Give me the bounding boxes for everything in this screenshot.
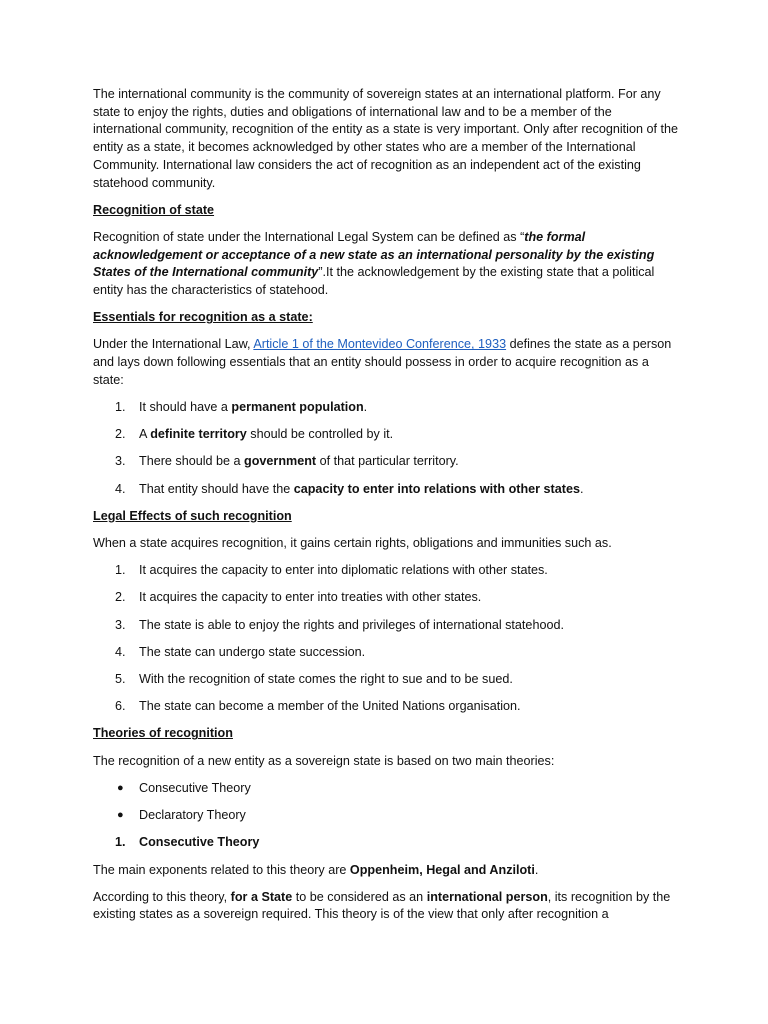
heading-recognition-of-state: Recognition of state bbox=[93, 202, 215, 217]
effects-list bbox=[93, 562, 678, 716]
list-item bbox=[93, 562, 678, 580]
list-number: 2. bbox=[115, 427, 126, 442]
list-number: 1. bbox=[115, 400, 126, 415]
list-text: With the recognition of state comes the right to sue and to be sued. bbox=[139, 672, 513, 687]
intro-paragraph: The international community is the community of sovereign states at an international platform. For any state to enjoy the rights, duties and obligations of international law and to be a member of the international community, recognition of the entity as a state is very important. Only after recognition of the entity as a state, it becomes acknowledged by other states who are a member of the International Community. International law considers the act of recognition as an independent act of the existing statehood community. bbox=[93, 87, 678, 190]
recognition-tail: ”.It the acknowledgement by the existing state that a political entity has the characteristics of statehood. bbox=[93, 265, 655, 298]
list-text: It should have a bbox=[139, 400, 232, 415]
list-number: 1. bbox=[115, 563, 126, 578]
list-number: 1. bbox=[115, 835, 126, 850]
list-item bbox=[93, 481, 678, 499]
bullet-icon: ● bbox=[117, 809, 124, 822]
list-number: 5. bbox=[115, 672, 126, 687]
list-item bbox=[93, 589, 678, 607]
exponents-names: Oppenheim, Hegal and Anziloti bbox=[349, 862, 535, 877]
recognition-paragraph bbox=[93, 229, 678, 300]
list-number: 4. bbox=[115, 481, 126, 496]
list-item bbox=[93, 698, 678, 716]
list-text: should be controlled by it. bbox=[246, 427, 394, 442]
effects-paragraph: When a state acquires recognition, it gains certain rights, obligations and immunities such as. bbox=[93, 536, 612, 551]
according-bold: international person bbox=[426, 889, 548, 904]
list-item bbox=[93, 834, 678, 852]
document-page bbox=[93, 86, 678, 934]
essentials-paragraph bbox=[93, 336, 678, 389]
bullet-icon: ● bbox=[117, 781, 124, 794]
list-item bbox=[93, 807, 678, 825]
list-text: It acquires the capacity to enter into diplomatic relations with other states. bbox=[139, 563, 548, 578]
essentials-tail: defines the state as a person and lays down following essentials that an entity should possess in order to acquire recognition as a state: bbox=[93, 337, 672, 387]
list-item bbox=[93, 644, 678, 662]
list-bold: government bbox=[244, 454, 317, 469]
exponents-text: . bbox=[534, 862, 539, 877]
essentials-list bbox=[93, 399, 678, 498]
list-text: . bbox=[363, 400, 368, 415]
consecutive-theory-list bbox=[93, 834, 678, 852]
recognition-definition: the formal acknowledgement or acceptance of a new state as an international personality by the existing States of the International community bbox=[93, 229, 655, 280]
list-number: 3. bbox=[115, 617, 126, 632]
theories-bullet-list bbox=[93, 780, 678, 825]
list-number: 6. bbox=[115, 699, 126, 714]
list-text: The state can become a member of the United Nations organisation. bbox=[139, 699, 521, 714]
list-text: Declaratory Theory bbox=[139, 808, 246, 823]
according-bold: for a State bbox=[230, 889, 293, 904]
list-text: It acquires the capacity to enter into treaties with other states. bbox=[139, 590, 482, 605]
recognition-lead: Recognition of state under the International Legal System can be defined as “ bbox=[93, 229, 525, 244]
according-text: to be considered as an bbox=[292, 889, 427, 904]
list-bold: permanent population bbox=[231, 400, 364, 415]
list-bold: capacity to enter into relations with other states bbox=[293, 481, 580, 496]
montevideo-link[interactable]: Article 1 of the Montevideo Conference, 1933 bbox=[253, 337, 507, 352]
heading-legal-effects: Legal Effects of such recognition bbox=[93, 508, 292, 523]
list-number: 3. bbox=[115, 454, 126, 469]
list-text: Consecutive Theory bbox=[139, 780, 251, 795]
list-item bbox=[93, 671, 678, 689]
list-text: of that particular territory. bbox=[316, 454, 459, 469]
list-number: 2. bbox=[115, 590, 126, 605]
theories-paragraph: The recognition of a new entity as a sovereign state is based on two main theories: bbox=[93, 753, 555, 768]
according-text: According to this theory, bbox=[93, 889, 231, 904]
exponents-text: The main exponents related to this theory are bbox=[93, 862, 350, 877]
list-item bbox=[93, 780, 678, 798]
subheading-consecutive-theory: Consecutive Theory bbox=[139, 835, 260, 850]
according-paragraph bbox=[93, 889, 678, 924]
list-bold: definite territory bbox=[150, 427, 247, 442]
list-text: The state can undergo state succession. bbox=[139, 644, 366, 659]
list-item bbox=[93, 426, 678, 444]
list-item bbox=[93, 617, 678, 635]
heading-theories: Theories of recognition bbox=[93, 726, 233, 741]
list-text: . bbox=[579, 481, 584, 496]
according-text: , its recognition by the existing states as a sovereign required. This theory is of the view that only after recognition a bbox=[93, 889, 671, 922]
list-item bbox=[93, 453, 678, 471]
list-text: There should be a bbox=[139, 454, 245, 469]
essentials-lead: Under the International Law, bbox=[93, 337, 254, 352]
exponents-paragraph bbox=[93, 862, 678, 880]
list-text: A bbox=[139, 427, 151, 442]
list-text: That entity should have the bbox=[139, 481, 294, 496]
heading-essentials: Essentials for recognition as a state: bbox=[93, 310, 313, 325]
list-text: The state is able to enjoy the rights and privileges of international statehood. bbox=[139, 617, 564, 632]
list-item bbox=[93, 399, 678, 417]
list-number: 4. bbox=[115, 644, 126, 659]
